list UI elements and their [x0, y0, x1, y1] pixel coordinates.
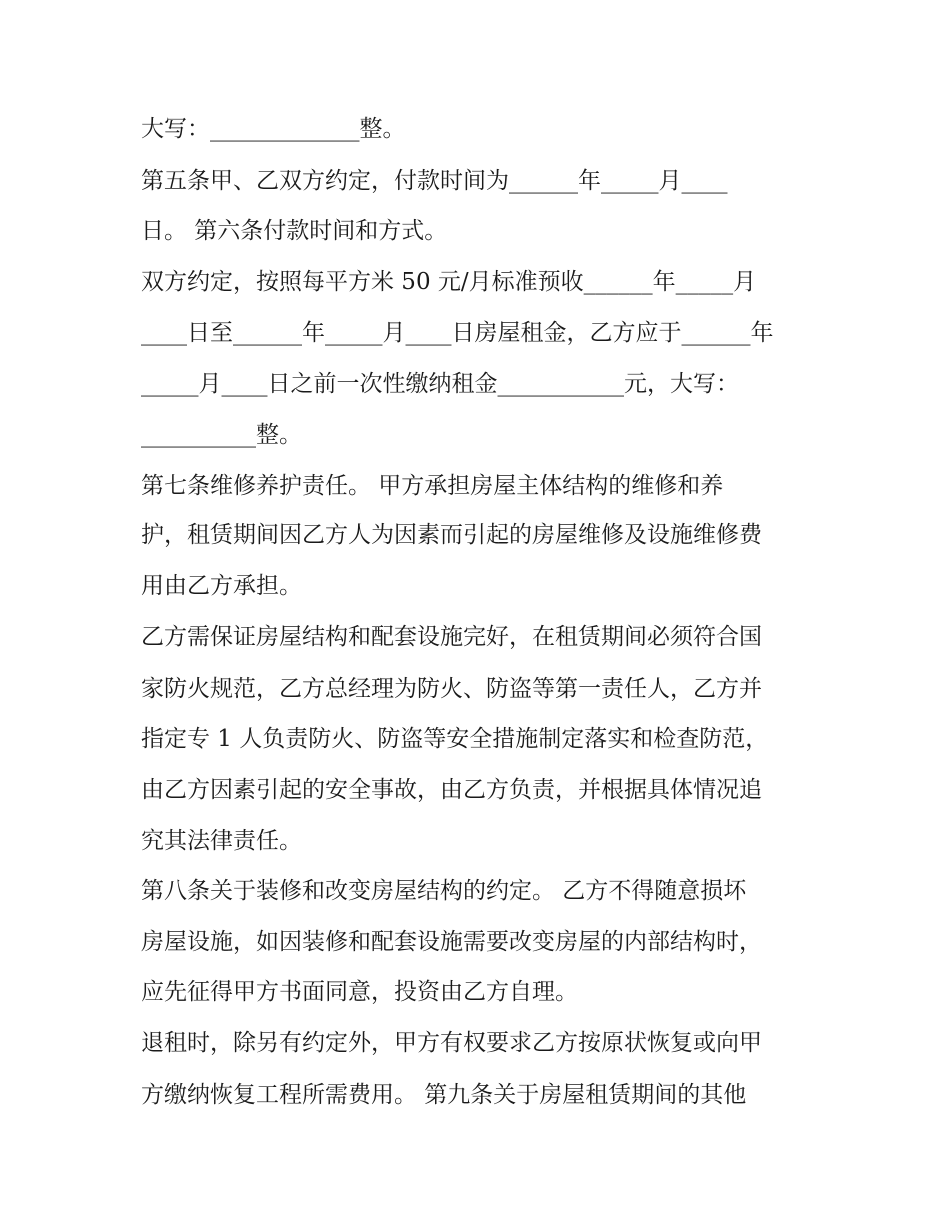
text-line: 用由乙方承担。	[141, 573, 302, 599]
text-line: _____月____日之前一次性缴纳租金___________元，大写：	[141, 371, 739, 397]
text-line: 大写：_____________整。	[141, 116, 406, 142]
text-line: 日。 第六条付款时间和方式。	[141, 218, 448, 244]
text-line: 第五条甲、乙双方约定，付款时间为______年_____月____	[141, 168, 728, 194]
text-line: __________整。	[141, 422, 302, 448]
text-line: 护，租赁期间因乙方人为因素而引起的房屋维修及设施维修费	[141, 522, 762, 548]
text-line: 家防火规范，乙方总经理为防火、防盗等第一责任人，乙方并	[141, 676, 762, 702]
text-line: 房屋设施，如因装修和配套设施需要改变房屋的内部结构时，	[141, 929, 762, 955]
text-line: 双方约定，按照每平方米 50 元/月标准预收______年_____月	[141, 269, 757, 295]
text-line: 第八条关于装修和改变房屋结构的约定。 乙方不得随意损坏	[141, 878, 747, 904]
text-line: 退租时，除另有约定外，甲方有权要求乙方按原状恢复或向甲	[141, 1030, 762, 1056]
text-line: ____日至______年_____月____日房屋租金，乙方应于______年	[141, 320, 774, 346]
text-line: 应先征得甲方书面同意，投资由乙方自理。	[141, 979, 578, 1005]
text-line: 第七条维修养护责任。 甲方承担房屋主体结构的维修和养	[141, 473, 724, 499]
text-line: 方缴纳恢复工程所需费用。 第九条关于房屋租赁期间的其他	[141, 1082, 747, 1108]
text-line: 指定专 1 人负责防火、防盗等安全措施制定落实和检查防范，	[141, 726, 769, 752]
text-line: 究其法律责任。	[141, 828, 302, 854]
text-line: 由乙方因素引起的安全事故，由乙方负责，并根据具体情况追	[141, 777, 762, 803]
text-line: 乙方需保证房屋结构和配套设施完好，在租赁期间必须符合国	[141, 624, 762, 650]
